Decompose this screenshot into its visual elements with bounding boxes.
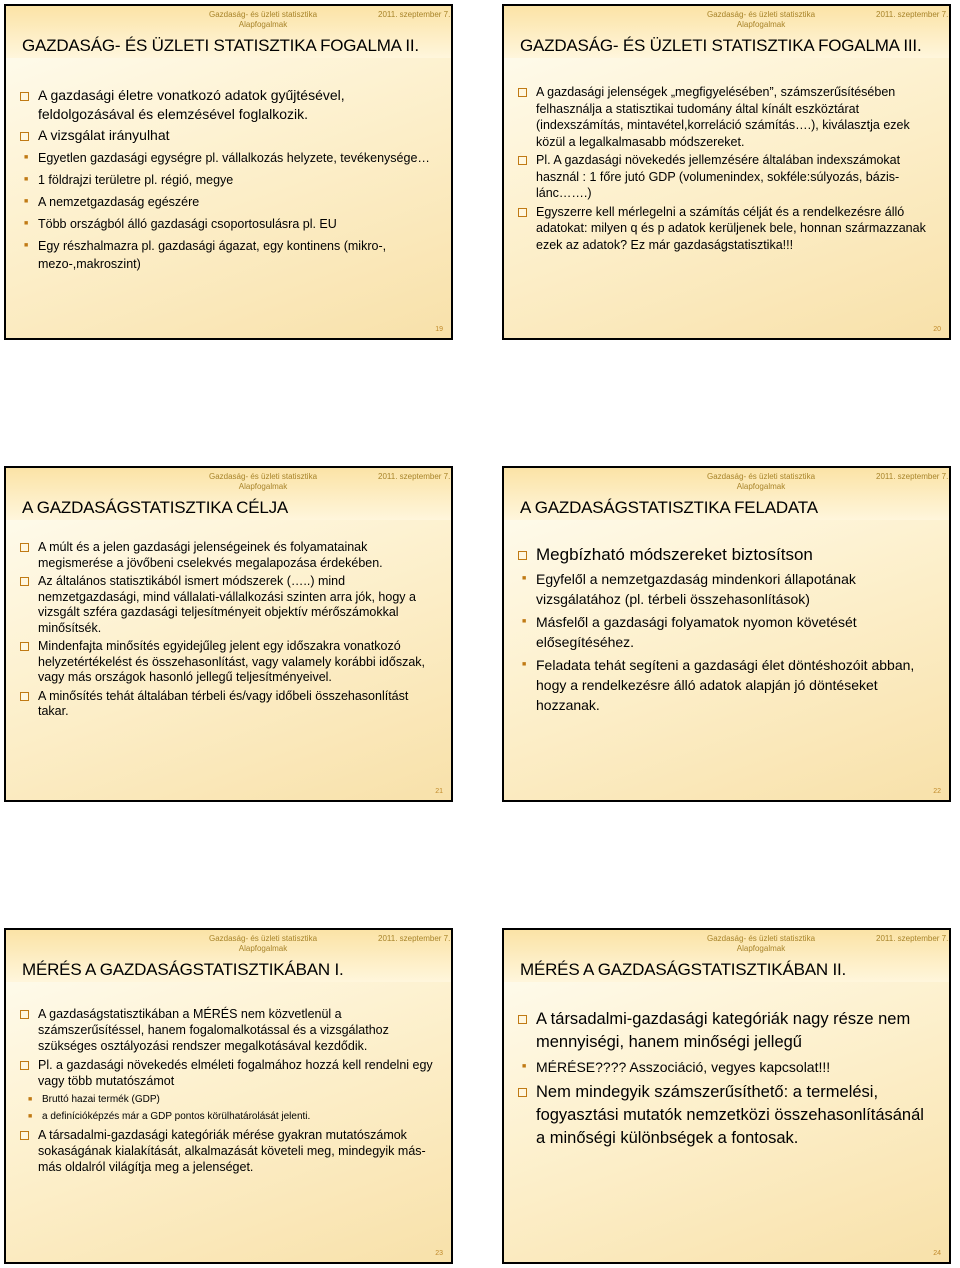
list-item: ■ MÉRÉSE???? Asszociáció, vegyes kapcsolat!!! (522, 1059, 831, 1075)
slide-body (518, 544, 935, 715)
slide-21 (4, 466, 453, 802)
list-item: Nem mindegyik számszerűsíthető: a termelési, fogyasztási mutatók nemzetközi összehasonlításánál a minőségi különbségek a fontosak. (518, 1081, 935, 1150)
header-date: 2011. szeptember 7. (876, 10, 949, 19)
list-item: A minősítés tehát általában térbeli és/vagy időbeli összehasonlítást takar. (20, 689, 437, 720)
header-date: 2011. szeptember 7. (378, 472, 451, 481)
list-item: ■ Bruttó hazai termék (GDP) (28, 1094, 160, 1105)
list-item: A gazdasági jelenségek „megfigyelésében”, számszerűsítésében felhasználja a statisztikai tudomány által kínált eszköztárat (indexszámítás, mintavétel,korreláció számítás….), kiválasztja ezek közül a legalkalmasabb módszereket. (518, 84, 935, 150)
square-bullet-icon: ■ (522, 575, 527, 582)
header-category: Gazdaság- és üzleti statisztika Alapfogalmak (706, 934, 816, 953)
slide-title: GAZDASÁG- ÉS ÜZLETI STATISZTIKA FOGALMA II. (22, 36, 419, 55)
list-item: A múlt és a jelen gazdasági jelenségeinek és folyamatainak megismerése a jövőbeni cselekvés megalapozása érdekében. (20, 540, 437, 571)
checkbox-bullet-icon (20, 689, 29, 705)
list-item: ■ A nemzetgazdaság egészére (24, 195, 200, 209)
square-bullet-icon: ■ (522, 618, 527, 625)
slide-title: A GAZDASÁGSTATISZTIKA CÉLJA (22, 498, 289, 517)
checkbox-bullet-icon (518, 1008, 527, 1031)
checkbox-bullet-icon (518, 84, 527, 101)
checkbox-bullet-icon (518, 1081, 527, 1104)
slide-body (518, 84, 935, 253)
list-item: Pl. A gazdasági növekedés jellemzésére általában indexszámokat használ : 1 főre jutó GDP (volumenindex, sokféle:súlyozás, bázis-lánc…….) (518, 152, 935, 202)
slide-body (20, 86, 437, 273)
list-item: ■ Másfelől a gazdasági folyamatok nyomon követését elősegítéséhez. (522, 614, 857, 650)
square-bullet-icon: ■ (24, 242, 29, 249)
page-number: 23 (435, 1250, 443, 1257)
square-bullet-icon: ■ (28, 1113, 33, 1120)
list-item: A gazdasági életre vonatkozó adatok gyűjtésével, feldolgozásával és elemzésével foglalkozik. (20, 86, 437, 124)
slide-title: GAZDASÁG- ÉS ÜZLETI STATISZTIKA FOGALMA III. (520, 36, 922, 55)
checkbox-bullet-icon (20, 1127, 29, 1143)
square-bullet-icon: ■ (24, 198, 29, 205)
header-category: Gazdaság- és üzleti statisztika Alapfogalmak (208, 472, 318, 491)
square-bullet-icon: ■ (24, 154, 29, 161)
checkbox-bullet-icon (20, 1057, 29, 1073)
list-item: ■ 1 földrajzi területre pl. régió, megye (24, 173, 234, 187)
header-date: 2011. szeptember 7. (876, 472, 949, 481)
checkbox-bullet-icon (20, 540, 29, 556)
page-number: 20 (933, 326, 941, 333)
checkbox-bullet-icon (20, 574, 29, 590)
checkbox-bullet-icon (20, 639, 29, 655)
checkbox-bullet-icon (518, 152, 527, 169)
slide-24 (502, 928, 951, 1264)
checkbox-bullet-icon (518, 204, 527, 221)
slide-body (20, 540, 437, 720)
page-number: 24 (933, 1250, 941, 1257)
list-item: ■ Egyetlen gazdasági egységre pl. vállalkozás helyzete, tevékenysége… (24, 151, 430, 165)
header-date: 2011. szeptember 7. (876, 934, 949, 943)
header-date: 2011. szeptember 7. (378, 10, 451, 19)
square-bullet-icon: ■ (28, 1096, 33, 1103)
list-item: Megbízható módszereket biztosítson (518, 544, 935, 566)
page-number: 19 (435, 326, 443, 333)
list-item: ■ Egy részhalmazra pl. gazdasági ágazat, egy kontinens (mikro-, mezo-,makroszint) (24, 239, 387, 271)
slide-title: MÉRÉS A GAZDASÁGSTATISZTIKÁBAN I. (22, 960, 344, 979)
list-item: ■ Több országból álló gazdasági csoportosulásra pl. EU (24, 217, 337, 231)
slide-23 (4, 928, 453, 1264)
header-date: 2011. szeptember 7. (378, 934, 451, 943)
slide-title: A GAZDASÁGSTATISZTIKA FELADATA (520, 498, 818, 517)
header-category: Gazdaság- és üzleti statisztika Alapfogalmak (208, 934, 318, 953)
list-item: ■ Feladata tehát segíteni a gazdasági élet döntéshozóit abban, hogy a rendelkezésre álló adatok alapján jó döntéseket hozzanak. (522, 657, 915, 713)
list-item: A társadalmi-gazdasági kategóriák mérése gyakran mutatószámok sokaságának kialakítását, alkalmazását követeli meg, mindegyik más-más oldalról világítja meg a jelenséget. (20, 1127, 437, 1175)
checkbox-bullet-icon (20, 86, 29, 105)
list-item: Mindenfajta minősítés egyidejűleg jelent egy időszakra vonatkozó helyzetértékelést és összehasonlítást, vagy valamely korábbi időszak, vagy más országok hasonló jellegű teljesítményeivel. (20, 639, 437, 686)
list-item: A vizsgálat irányulhat (20, 126, 437, 145)
page-number: 21 (435, 788, 443, 795)
list-item: ■ Egyfelől a nemzetgazdaság mindenkori állapotának vizsgálatához (pl. térbeli összehasonlítások) (522, 571, 856, 607)
list-item: ■ a definícióképzés már a GDP pontos körülhatárolását jelenti. (28, 1111, 311, 1122)
slide-title: MÉRÉS A GAZDASÁGSTATISZTIKÁBAN II. (520, 960, 847, 979)
slide-19 (4, 4, 453, 340)
slide-body (518, 1008, 935, 1150)
header-category: Gazdaság- és üzleti statisztika Alapfogalmak (706, 10, 816, 29)
slide-22 (502, 466, 951, 802)
list-item: A társadalmi-gazdasági kategóriák nagy része nem mennyiségi, hanem minőségi jellegű (518, 1008, 935, 1054)
list-item: A gazdaságstatisztikában a MÉRÉS nem közvetlenül a számszerűsítéssel, hanem fogalomalkotással és a vizsgálathoz szükséges osztályozási rendszer megalkotásával kezdődik. (20, 1006, 437, 1054)
list-item: Egyszerre kell mérlegelni a számítás célját és a rendelkezésre álló adatokat: milyen q és p adatok kerüljenek bele, honnan származzanak ezek az adatok? Ez már gazdaságstatisztika!!! (518, 204, 935, 254)
slide-body (20, 1006, 437, 1175)
slide-20 (502, 4, 951, 340)
square-bullet-icon: ■ (522, 661, 527, 668)
checkbox-bullet-icon (20, 126, 29, 145)
list-item: Pl. a gazdasági növekedés elméleti fogalmához hozzá kell rendelni egy vagy több mutatószámot (20, 1057, 437, 1089)
square-bullet-icon: ■ (24, 220, 29, 227)
page-number: 22 (933, 788, 941, 795)
checkbox-bullet-icon (20, 1006, 29, 1022)
square-bullet-icon: ■ (24, 176, 29, 183)
header-category: Gazdaság- és üzleti statisztika Alapfogalmak (208, 10, 318, 29)
checkbox-bullet-icon (518, 544, 527, 566)
header-category: Gazdaság- és üzleti statisztika Alapfogalmak (706, 472, 816, 491)
list-item: Az általános statisztikából ismert módszerek (…..) mind nemzetgazdasági, mind vállalati-vállalkozási szinten arra jók, hogy a vizsgált szféra gazdasági teljesítményeit objektív mérőszámokkal minősítsék. (20, 574, 437, 636)
square-bullet-icon: ■ (522, 1063, 527, 1070)
